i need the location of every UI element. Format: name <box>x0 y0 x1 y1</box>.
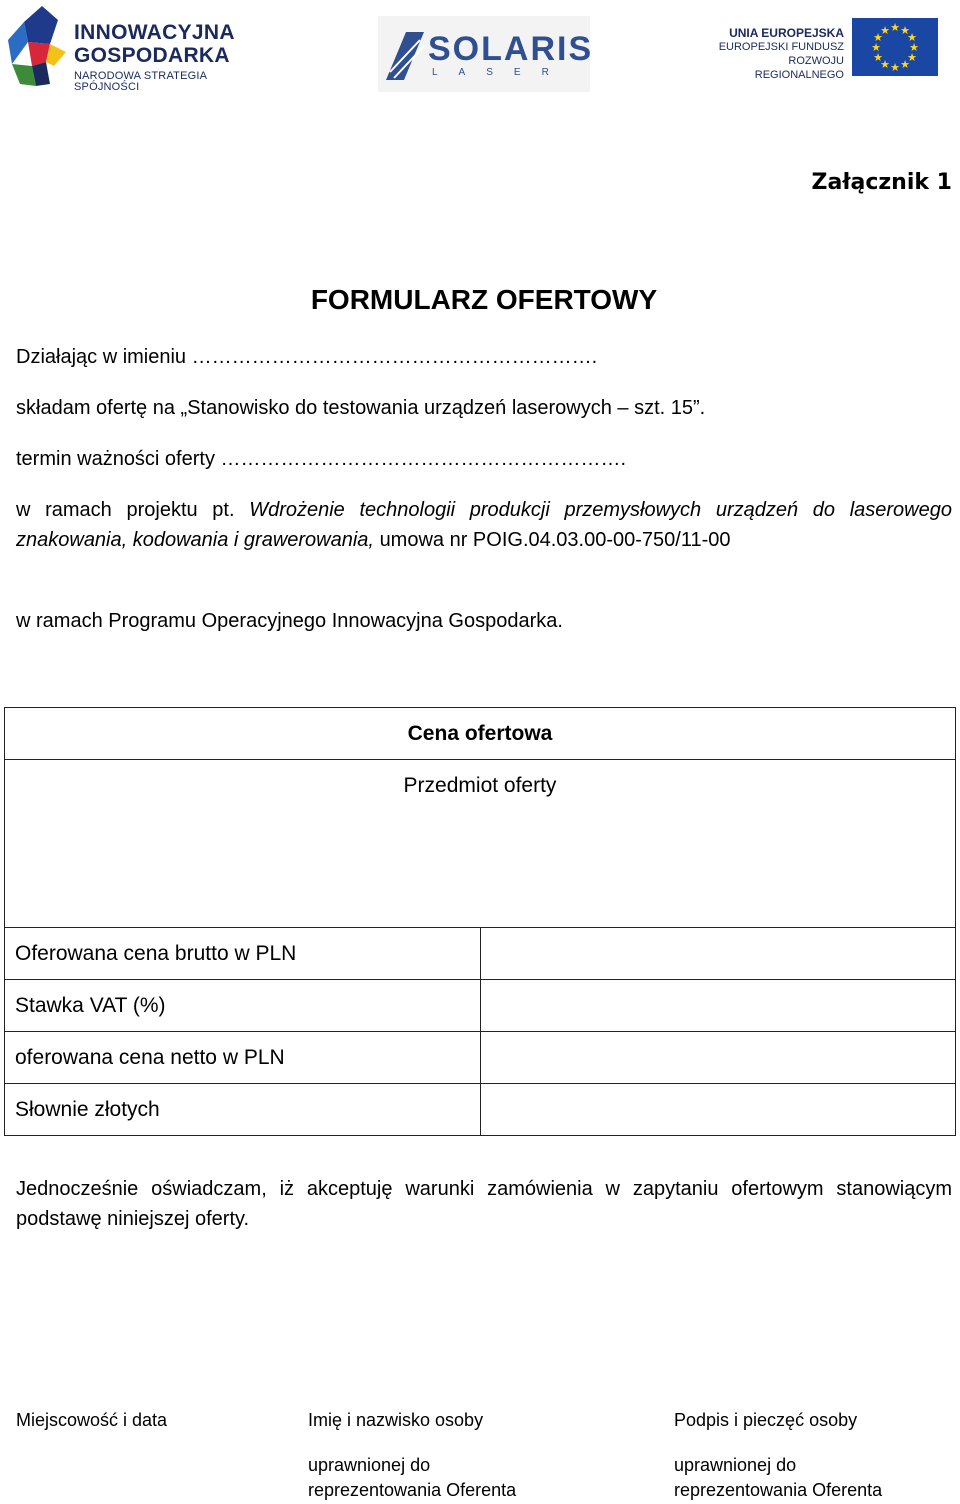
amount-in-words-value[interactable] <box>481 1084 956 1136</box>
innowacyjna-gospodarka-logo <box>6 4 256 93</box>
acting-on-behalf-line: Działając w imieniu ……………………………………………………. <box>16 346 598 368</box>
name-label-continued <box>308 1453 516 1503</box>
signature-label-line-3: reprezentowania Oferenta <box>674 1480 883 1500</box>
program-line: w ramach Programu Operacyjnego Innowacyjna Gospodarka. <box>16 610 563 632</box>
logo-line-1: INNOWACYJNA <box>74 21 235 44</box>
svg-text:★: ★ <box>907 51 917 64</box>
place-and-date-label: Miejscowość i data <box>16 1410 168 1430</box>
name-label: Imię i nazwisko osoby <box>308 1410 484 1430</box>
svg-text:★: ★ <box>880 58 890 71</box>
table-row <box>5 1032 956 1084</box>
svg-text:★: ★ <box>880 24 890 37</box>
signature-label-line-2: uprawnionej do <box>674 1455 797 1475</box>
unia-europejska-logo <box>706 16 938 81</box>
project-paragraph <box>16 495 952 555</box>
table-row <box>5 980 956 1032</box>
svg-text:★: ★ <box>909 41 919 54</box>
name-label-line-2: uprawnionej do <box>308 1455 431 1475</box>
form-title: FORMULARZ OFERTOWY <box>310 284 658 315</box>
price-table <box>4 707 956 1136</box>
ue-line-1: UNIA EUROPEJSKA <box>729 26 844 40</box>
svg-text:★: ★ <box>873 31 883 44</box>
logo-line-2: GOSPODARKA <box>74 44 230 67</box>
eu-flag-icon <box>852 18 938 76</box>
svg-text:★: ★ <box>890 61 900 74</box>
svg-text:★: ★ <box>873 51 883 64</box>
name-label-line-3: reprezentowania Oferenta <box>308 1480 517 1500</box>
svg-text:★: ★ <box>900 58 910 71</box>
signature-label-continued <box>674 1453 882 1503</box>
project-prefix: w ramach projektu pt. <box>16 499 235 521</box>
offer-subject-cell: Przedmiot oferty <box>5 760 956 928</box>
offer-line: składam ofertę na „Stanowisko do testowania urządzeń laserowych – szt. 15”. <box>16 397 706 419</box>
attachment-label: Załącznik 1 <box>811 170 952 195</box>
price-table-header: Cena ofertowa <box>5 708 956 760</box>
svg-text:★: ★ <box>871 41 881 54</box>
amount-in-words-label: Słownie złotych <box>5 1084 481 1136</box>
project-contract: umowa nr POIG.04.03.00-00-750/11-00 <box>379 529 731 551</box>
solaris-laser-logo <box>378 16 594 92</box>
svg-text:★: ★ <box>900 24 910 37</box>
project-title: Wdrożenie technologii produkcji przemysłowych urządzeń do laserowego znakowania, kodowania i grawerowania, <box>16 499 952 551</box>
table-row <box>5 928 956 980</box>
solaris-mark-icon <box>380 22 432 86</box>
logo-line-3: NARODOWA STRATEGIA SPÓJNOŚCI <box>74 70 207 93</box>
declaration-paragraph: Jednocześnie oświadczam, iż akceptuję warunki zamówienia w zapytaniu ofertowym stanowiącym podstawę niniejszej oferty. <box>16 1178 952 1230</box>
signature-label: Podpis i pieczęć osoby <box>674 1410 858 1430</box>
svg-text:★: ★ <box>890 21 900 34</box>
gross-price-value[interactable] <box>481 928 956 980</box>
table-row <box>5 1084 956 1136</box>
vat-rate-label: Stawka VAT (%) <box>5 980 481 1032</box>
solaris-sub: LASER <box>432 67 570 78</box>
innowacyjna-star-icon <box>6 4 68 88</box>
net-price-value[interactable] <box>481 1032 956 1084</box>
gross-price-label: Oferowana cena brutto w PLN <box>5 928 481 980</box>
validity-line: termin ważności oferty ……………………………………………………. <box>16 448 627 470</box>
solaris-word: SOLARIS <box>428 30 594 68</box>
net-price-label: oferowana cena netto w PLN <box>5 1032 481 1084</box>
ue-line-2: EUROPEJSKI FUNDUSZ <box>718 41 844 53</box>
svg-text:★: ★ <box>907 31 917 44</box>
ue-line-3: ROZWOJU REGIONALNEGO <box>754 54 844 81</box>
vat-rate-value[interactable] <box>481 980 956 1032</box>
